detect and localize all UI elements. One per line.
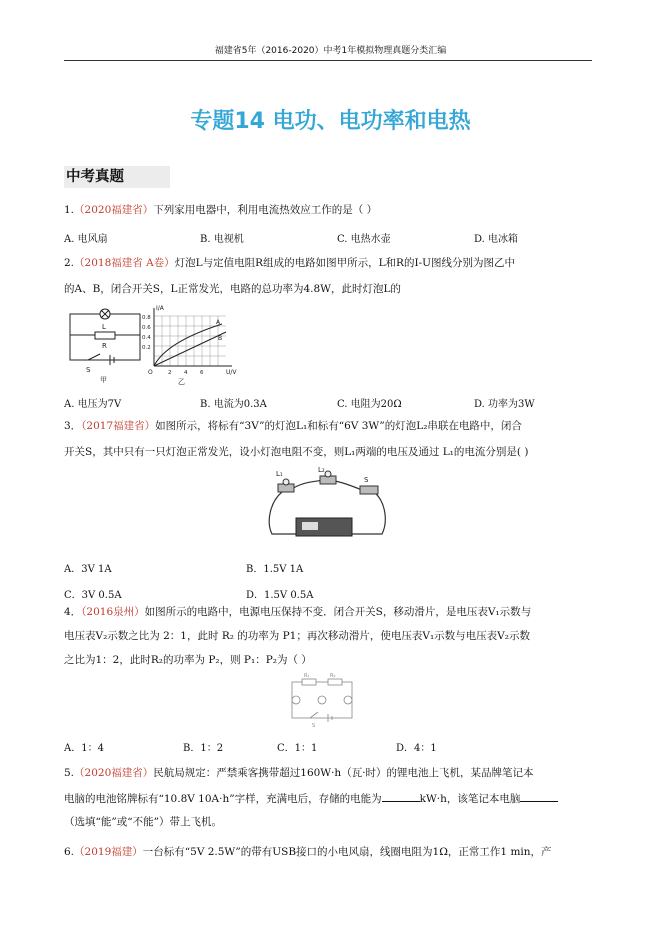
question-text: 如图所示，将标有“3V”的灯泡L₁和标有“6V 3W”的灯泡L₂串联在电路中，闭合 [155,420,522,432]
question-number: 5. [64,767,75,779]
q4-option-a: A．1：4 [64,743,104,754]
question-1 [64,203,377,217]
label-yi: 乙 [178,378,185,386]
curve-a [154,324,222,366]
question-number: 1. [64,204,75,216]
y-tick: 0.8 [142,315,151,321]
question-6 [64,845,552,859]
q3-figure [262,462,392,548]
question-source: （2020福建省） [74,767,154,779]
question-text: 民航局规定：严禁乘客携带超过160W·h（瓦·时）的锂电池上飞机，某品牌笔记本 [153,767,534,779]
question-source: （2017福建省） [81,420,156,432]
q3-option-c: C．3V 0.5A [64,590,122,601]
q2-option-c: C. 电阻为20Ω [337,399,402,410]
q2-option-a: A. 电压为7V [64,399,122,410]
curve-label-a: A [216,319,221,326]
q4-option-d: D．4：1 [396,743,437,754]
question-4-line-3: 之比为1：2，此时R₂的功率为 P₂，则 P₁：P₂为（ ） [64,654,312,666]
q3-option-b: B．1.5V 1A [246,564,304,575]
question-5-line-2 [64,791,558,806]
question-number: 4． [64,606,82,618]
question-2-line-2: 的A、B，闭合开关S，L正常发光，电路的总功率为4.8W，此时灯泡L的 [64,283,401,295]
q4-figure [282,672,362,728]
x-tick: 6 [200,370,204,376]
question-text: kW·h，该笔记本电脑 [419,793,521,805]
y-tick: 0.4 [142,335,151,341]
page-title: 专题14 电功、电功率和电热 [190,109,471,134]
line-b [154,332,226,366]
question-4-line-2: 电压表V₂示数之比为 2：1，此时 R₂ 的功率为 P1；再次移动滑片，使电压表V₁示数与电压表V₂示数 [64,630,530,642]
circuit-diagram [292,679,352,722]
answer-blank [382,791,420,802]
label-s: S [312,723,316,728]
question-number: 3． [64,420,82,432]
x-tick: 4 [184,370,188,376]
question-5 [64,766,534,780]
question-3-line-2: 开关S，其中只有一只灯泡正常发光，设小灯泡电阻不变，则L₁两端的电压及通过 L₁的电流分别是( ) [64,446,529,458]
q1-option-c: C. 电热水壶 [337,234,391,245]
y-tick: 0.6 [142,325,151,331]
q1-option-d: D. 电冰箱 [474,234,519,245]
q2-option-d: D. 功率为3W [474,399,535,410]
question-number: 2. [64,257,75,269]
q2-figure [66,302,246,388]
q2-option-b: B. 电流为0.3A [200,399,267,410]
question-text: 一台标有“5V 2.5W”的带有USB接口的小电风扇，线圈电阻为1Ω，正常工作1 min，产 [142,846,552,858]
switch-symbol [88,354,100,360]
label-s: S [86,366,91,374]
label-s: S [364,476,369,484]
q1-option-a: A. 电风扇 [64,234,108,245]
q3-option-d: D．1.5V 0.5A [246,590,314,601]
label-l2: L₂ [318,466,325,474]
switch [360,486,378,494]
label-r: R [102,342,107,350]
question-source: （2019福建） [74,846,143,858]
circuit-diagram-jia [70,309,140,365]
question-source: （2020福建省） [74,204,154,216]
q4-option-b: B．1：2 [183,743,224,754]
label-l: L [102,323,106,331]
q3-option-a: A．3V 1A [64,564,112,575]
label-l1: L₁ [276,470,283,478]
question-text: 如图所示的电路中，电源电压保持不变．闭合开关S，移动滑片，是电压表V₁示数与 [144,606,532,618]
question-text: 电脑的电池铭牌标有“10.8V 10A·h”字样，充满电后，存储的电能为 [64,793,382,805]
label-jia: 甲 [100,376,107,384]
q4-option-c: C．1：1 [277,743,318,754]
question-3 [64,419,522,433]
answer-blank [520,791,558,802]
axis-label-i: I/A [156,305,164,312]
y-tick: 0.2 [142,345,151,351]
page-header: 福建省5年（2016-2020）中考1年模拟物理真题分类汇编 [214,46,447,56]
x-tick: 2 [168,370,172,376]
axis-label-u: U/V [226,369,237,376]
label-r1: R₁ [304,673,310,679]
q1-option-b: B. 电视机 [200,234,244,245]
section-heading: 中考真题 [64,166,170,188]
question-text: 灯泡L与定值电阻R组成的电路如图甲所示，L和R的I-U图线分别为图乙中 [174,257,515,269]
resistor-symbol [95,332,115,339]
question-text: 下列家用电器中，利用电流热效应工作的是（ ） [153,204,378,216]
curve-label-b: B [218,335,223,342]
question-2 [64,256,515,270]
question-4 [64,605,531,619]
question-source: （2018福建省 A卷） [74,257,175,269]
header-divider [64,60,592,61]
question-source: （2016泉州） [81,606,145,618]
question-number: 6. [64,846,75,858]
iu-graph-yi [142,305,237,386]
question-5-line-3: （选填“能”或“不能”）带上飞机。 [64,816,222,828]
label-r2: R₂ [330,673,336,679]
origin-label: O [148,369,153,376]
